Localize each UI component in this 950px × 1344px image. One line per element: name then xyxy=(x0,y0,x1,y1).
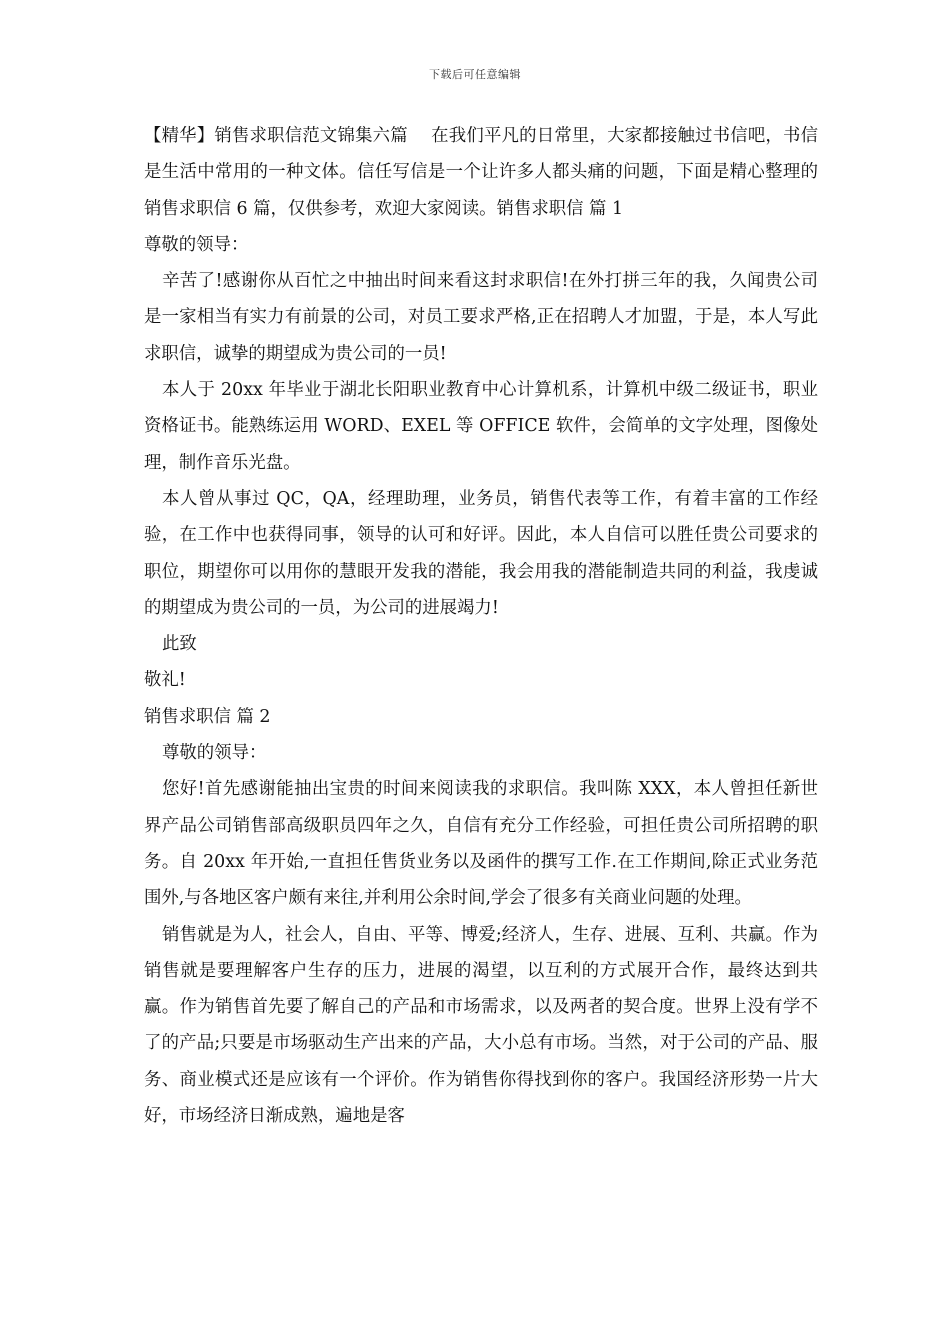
section-heading: 销售求职信 篇 2 xyxy=(144,706,271,727)
document-body xyxy=(144,118,818,1134)
closing-line: 此致 xyxy=(162,634,197,655)
body-paragraph: 辛苦了!感谢你从百忙之中抽出时间来看这封求职信!在外打拼三年的我，久闻贵公司是一家相当有实力有前景的公司，对员工要求严格,正在招聘人才加盟，于是，本人写此求职信，诚挚的期望成为贵公司的一员! xyxy=(144,271,818,364)
salutation: 尊敬的领导： xyxy=(162,743,267,764)
intro-paragraph: 【精华】销售求职信范文锦集六篇 在我们平凡的日常里，大家都接触过书信吧，书信是生活中常用的一种文体。信任写信是一个让许多人都头痛的问题，下面是精心整理的销售求职信 6 篇，仅供参考，欢迎大家阅读。销售求职信 篇 1 xyxy=(144,126,818,219)
body-paragraph: 销售就是为人，社会人，自由、平等、博爱;经济人，生存、进展、互利、共赢。作为销售就是要理解客户生存的压力，进展的渴望，以互利的方式展开合作，最终达到共赢。作为销售首先要了解自己的产品和市场需求，以及两者的契合度。世界上没有学不了的产品;只要是市场驱动生产出来的产品，大小总有市场。当然，对于公司的产品、服务、商业模式还是应该有一个评价。作为销售你得找到你的客户。我国经济形势一片大好，市场经济日渐成熟，遍地是客 xyxy=(144,924,818,1127)
body-paragraph: 您好!首先感谢能抽出宝贵的时间来阅读我的求职信。我叫陈 XXX，本人曾担任新世界产品公司销售部高级职员四年之久，自信有充分工作经验，可担任贵公司所招聘的职务。自 20xx 年开始,一直担任售货业务以及函件的撰写工作.在工作期间,除正式业务范围外,与各地区客户颇有来往,并利用公余时间,学会了很多有关商业问题的处理。 xyxy=(144,779,818,909)
header-note: 下载后可任意编辑 xyxy=(429,68,521,81)
salutation: 尊敬的领导： xyxy=(144,234,249,255)
body-paragraph: 本人曾从事过 QC，QA，经理助理，业务员，销售代表等工作，有着丰富的工作经验，在工作中也获得同事，领导的认可和好评。因此，本人自信可以胜任贵公司要求的职位，期望你可以用你的慧眼开发我的潜能，我会用我的潜能制造共同的利益，我虔诚的期望成为贵公司的一员，为公司的进展竭力! xyxy=(144,488,818,618)
regards-line: 敬礼! xyxy=(144,670,186,691)
body-paragraph: 本人于 20xx 年毕业于湖北长阳职业教育中心计算机系，计算机中级二级证书，职业资格证书。能熟练运用 WORD、EXEL 等 OFFICE 软件，会简单的文字处理，图像处理，制作音乐光盘。 xyxy=(144,380,818,473)
